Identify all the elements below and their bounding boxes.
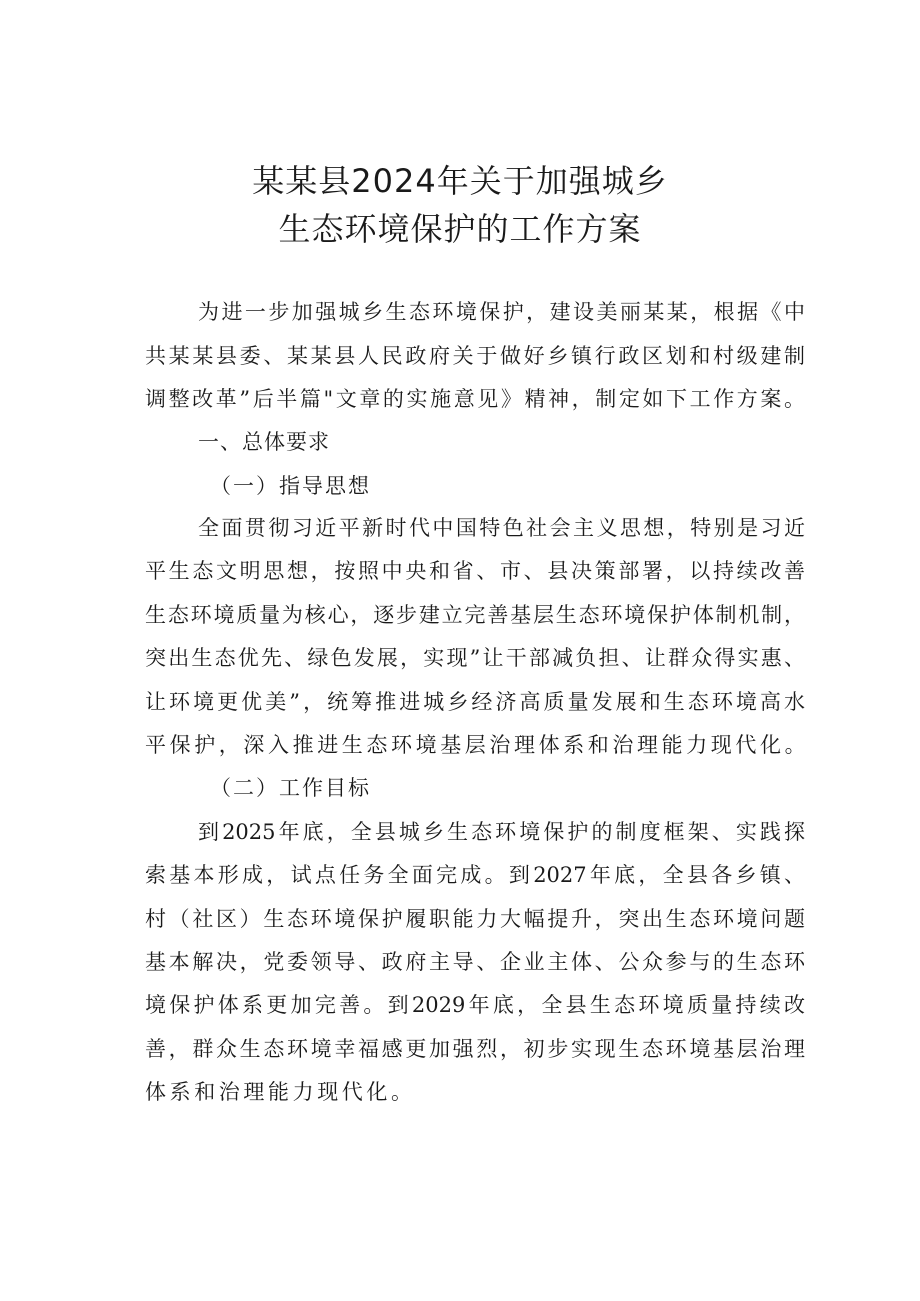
document-title-line-2: 生态环境保护的工作方案 bbox=[278, 210, 642, 248]
work-goals-line-3: 村（社区）生态环境保护履职能力大幅提升，突出生态环境问题 bbox=[145, 907, 805, 931]
intro-line-3: 调整改革”后半篇"文章的实施意见》精神，制定如下工作方案。 bbox=[145, 387, 805, 411]
work-goals-line-2: 索基本形成，试点任务全面完成。到2027年底，全县各乡镇、 bbox=[145, 863, 805, 887]
guiding-thought-line-4: 突出生态优先、绿色发展，实现”让干部减负担、让群众得实惠、 bbox=[145, 646, 805, 670]
work-goals-line-6: 善，群众生态环境幸福感更加强烈，初步实现生态环境基层治理 bbox=[145, 1037, 805, 1061]
guiding-thought-line-1: 全面贯彻习近平新时代中国特色社会主义思想，特别是习近 bbox=[198, 516, 805, 540]
subsection-heading-work-goals: （二）工作目标 bbox=[210, 776, 371, 800]
work-goals-line-1: 到2025年底，全县城乡生态环境保护的制度框架、实践探 bbox=[198, 820, 805, 844]
section-heading-general-requirements: 一、总体要求 bbox=[198, 430, 330, 454]
document-title-line-1: 某某县2024年关于加强城乡 bbox=[252, 162, 668, 200]
guiding-thought-line-2: 平生态文明思想，按照中央和省、市、县决策部署，以持续改善 bbox=[145, 559, 805, 583]
guiding-thought-line-6: 平保护，深入推进生态环境基层治理体系和治理能力现代化。 bbox=[145, 733, 810, 757]
work-goals-line-4: 基本解决，党委领导、政府主导、企业主体、公众参与的生态环 bbox=[145, 950, 805, 974]
guiding-thought-line-3: 生态环境质量为核心，逐步建立完善基层生态环境保护体制机制， bbox=[145, 603, 805, 627]
intro-line-1: 为进一步加强城乡生态环境保护，建设美丽某某，根据《中 bbox=[198, 300, 805, 324]
work-goals-line-7: 体系和治理能力现代化。 bbox=[145, 1080, 416, 1104]
intro-line-2: 共某某县委、某某县人民政府关于做好乡镇行政区划和村级建制 bbox=[145, 344, 805, 368]
work-goals-line-5: 境保护体系更加完善。到2029年底，全县生态环境质量持续改 bbox=[145, 993, 805, 1017]
guiding-thought-line-5: 让环境更优美”，统筹推进城乡经济高质量发展和生态环境高水 bbox=[145, 690, 805, 714]
subsection-heading-guiding-thought: （一）指导思想 bbox=[210, 474, 371, 498]
